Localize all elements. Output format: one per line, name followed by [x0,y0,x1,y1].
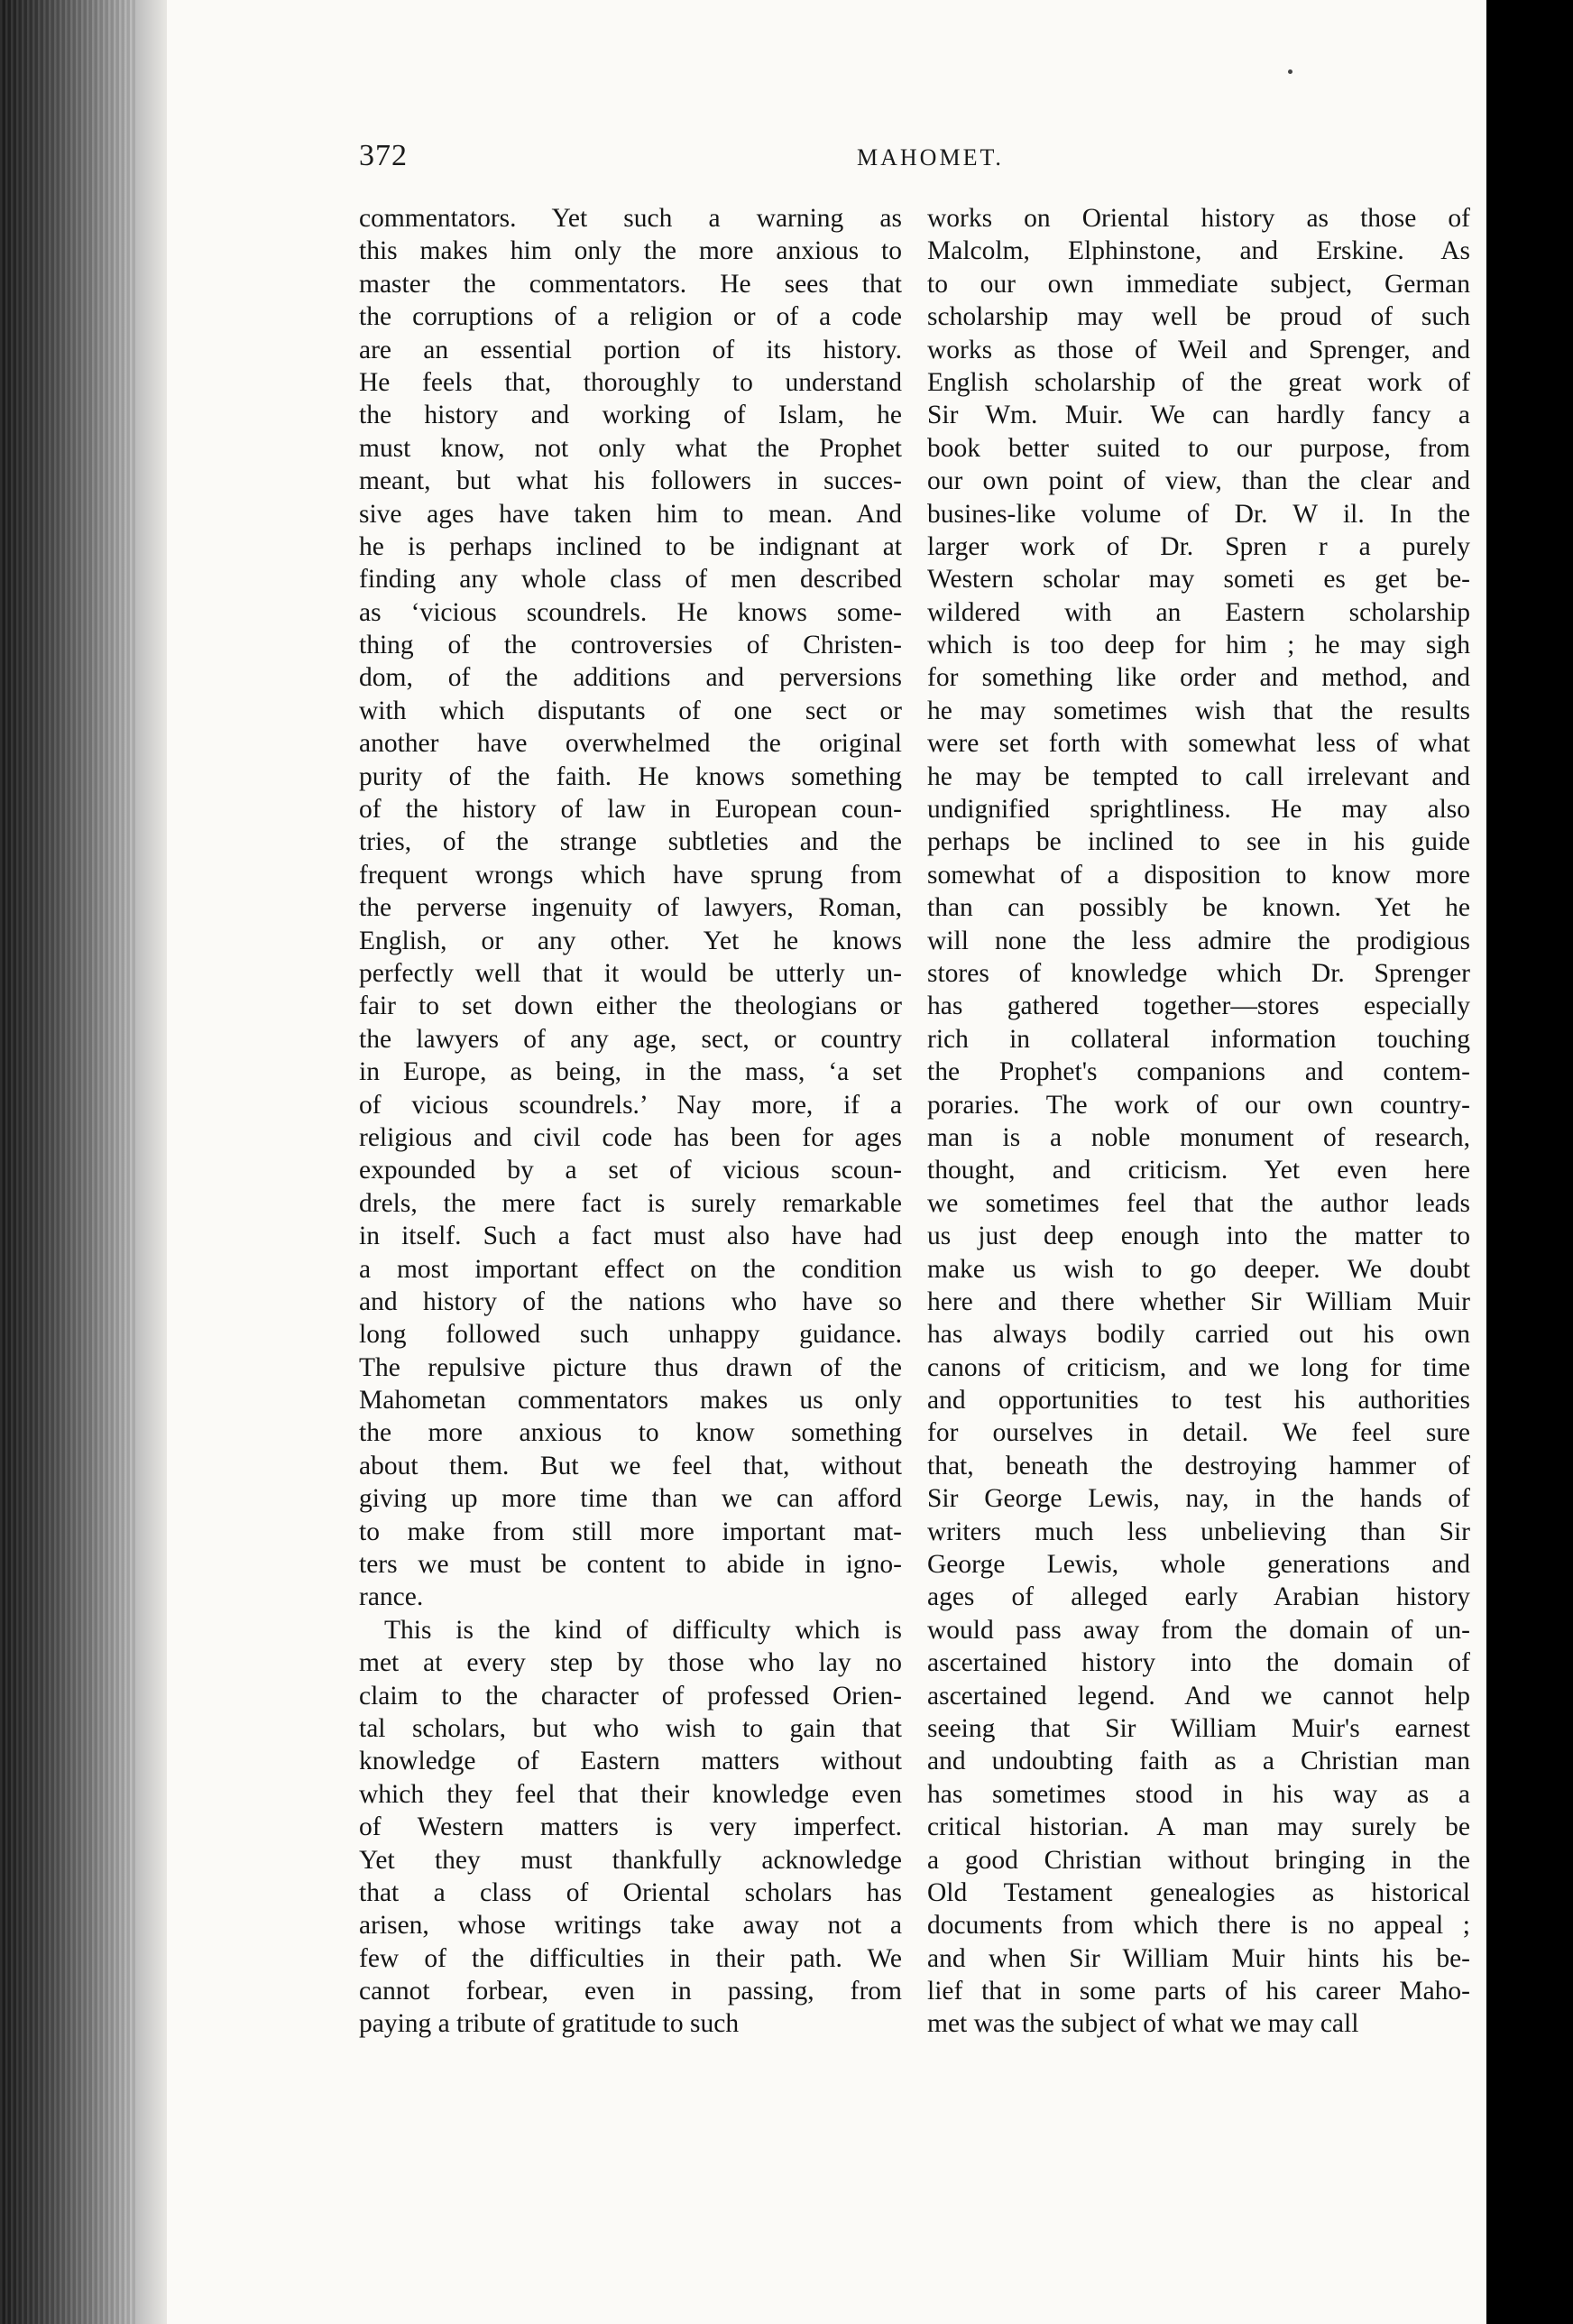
text-line: long followed such unhappy guidance. [359,1320,902,1350]
text-line: that, beneath the destroying hammer of [927,1451,1470,1480]
text-line: in itself. Such a fact must also have had [359,1222,902,1251]
text-line: and opportunities to test his authorities [927,1386,1470,1416]
text-line: frequent wrongs which have sprung from [359,860,902,890]
text-line: which they feel that their knowledge even [359,1779,902,1809]
text-line: has sometimes stood in his way as a [927,1779,1470,1809]
text-line: thing of the controversies of Christen- [359,631,902,660]
text-line: to make from still more important mat- [359,1517,902,1546]
text-line: canons of criticism, and we long for time [927,1352,1470,1382]
text-line: he may sometimes wish that the results [927,696,1470,725]
running-head: MAHOMET. [857,144,1004,171]
text-line: The repulsive picture thus drawn of the [359,1352,902,1382]
text-line: works on Oriental history as those of [927,204,1470,233]
text-line: ascertained history into the domain of [927,1648,1470,1678]
text-line: about them. But we feel that, without [359,1451,902,1480]
text-line: for ourselves in detail. We feel sure [927,1418,1470,1448]
text-line: giving up more time than we can afford [359,1484,902,1514]
text-line: will none the less admire the prodigious [927,926,1470,955]
text-column-right [927,202,1470,2041]
text-line: he may be tempted to call irrelevant and [927,761,1470,791]
text-line: drels, the mere fact is surely remarkable [359,1188,902,1218]
text-line: ters we must be content to abide in igno- [359,1550,902,1580]
text-line: ages of alleged early Arabian history [927,1582,1470,1612]
text-line: sive ages have taken him to mean. And [359,499,902,529]
text-line: and when Sir William Muir hints his be- [927,1943,1470,1973]
text-line: few of the difficulties in their path. We [359,1943,902,1973]
text-line: another have overwhelmed the original [359,729,902,759]
text-line: This is the kind of difficulty which is [384,1615,902,1645]
text-line: were set forth with somewhat less of what [927,729,1470,759]
text-line: rance. [359,1582,424,1612]
text-line: of vicious scoundrels.’ Nay more, if a [359,1090,902,1120]
text-line: dom, of the additions and perversions [359,663,902,693]
text-line: Yet they must thankfully acknowledge [359,1845,902,1875]
text-line: works as those of Weil and Sprenger, and [927,335,1470,364]
text-line: documents from which there is no appeal ; [927,1911,1470,1941]
text-line: of the history of law in European coun- [359,795,902,825]
text-line: than can possibly be known. Yet he [927,893,1470,923]
text-line: master the commentators. He sees that [359,269,902,299]
text-line: met was the subject of what we may call [927,2009,1359,2039]
text-line: poraries. The work of our own country- [927,1090,1470,1120]
text-line: has always bodily carried out his own [927,1320,1470,1350]
text-line: to our own immediate subject, German [927,269,1470,299]
text-line: commentators. Yet such a warning as [359,204,902,233]
text-line: of Western matters is very imperfect. [359,1812,902,1842]
text-line: met at every step by those who lay no [359,1648,902,1678]
ink-speck [1288,69,1292,74]
text-line: a good Christian without bringing in the [927,1845,1470,1875]
page-edges-texture [0,0,135,2324]
text-line: Sir Wm. Muir. We can hardly fancy a [927,401,1470,430]
text-line: religious and civil code has been for ages [359,1122,902,1152]
text-line: tries, of the strange subtleties and the [359,827,902,857]
text-line: English, or any other. Yet he knows [359,926,902,955]
text-line: the more anxious to know something [359,1418,902,1448]
text-line: purity of the faith. He knows something [359,761,902,791]
text-line: would pass away from the domain of un- [927,1615,1470,1645]
text-line: He feels that, thoroughly to understand [359,367,902,397]
text-line: critical historian. A man may surely be [927,1812,1470,1842]
text-line: busines-like volume of Dr. W il. In the [927,499,1470,529]
text-line: the perverse ingenuity of lawyers, Roman, [359,893,902,923]
text-line: arisen, whose writings take away not a [359,1911,902,1941]
text-line: us just deep enough into the matter to [927,1222,1470,1251]
text-line: this makes him only the more anxious to [359,236,902,266]
text-line: undignified sprightliness. He may also [927,795,1470,825]
text-line: larger work of Dr. Spren r a purely [927,531,1470,561]
page-number: 372 [359,139,408,172]
text-line: fair to set down either the theologians or [359,991,902,1021]
text-line: which is too deep for him ; he may sigh [927,631,1470,660]
text-line: for something like order and method, and [927,663,1470,693]
text-line: with which disputants of one sect or [359,696,902,725]
text-line: wildered with an Eastern scholarship [927,597,1470,627]
text-line: cannot forbear, even in passing, from [359,1977,902,2006]
text-line: the lawyers of any age, sect, or country [359,1024,902,1054]
text-line: in Europe, as being, in the mass, ‘a set [359,1057,902,1087]
text-line: perhaps be inclined to see in his guide [927,827,1470,857]
text-line: he is perhaps inclined to be indignant at [359,531,902,561]
text-line: we sometimes feel that the author leads [927,1188,1470,1218]
text-line: are an essential portion of its history. [359,335,902,364]
text-line: knowledge of Eastern matters without [359,1747,902,1776]
text-line: seeing that Sir William Muir's earnest [927,1713,1470,1743]
text-line: our own point of view, than the clear and [927,466,1470,496]
text-line: Mahometan commentators makes us only [359,1386,902,1416]
text-line: must know, not only what the Prophet [359,433,902,463]
text-line: thought, and criticism. Yet even here [927,1156,1470,1185]
text-line: a most important effect on the condition [359,1254,902,1284]
text-line: perfectly well that it would be utterly un- [359,958,902,988]
text-line: ascertained legend. And we cannot help [927,1681,1470,1711]
text-line: the history and working of Islam, he [359,401,902,430]
text-line: George Lewis, whole generations and [927,1550,1470,1580]
text-line: and undoubting faith as a Christian man [927,1747,1470,1776]
text-line: lief that in some parts of his career Maho- [927,1977,1470,2006]
book-gutter-shadow [0,0,167,2324]
text-line: writers much less unbelieving than Sir [927,1517,1470,1546]
text-line: has gathered together—stores especially [927,991,1470,1021]
text-line: paying a tribute of gratitude to such [359,2009,740,2039]
text-line: tal scholars, but who wish to gain that [359,1713,902,1743]
text-line: Malcolm, Elphinstone, and Erskine. As [927,236,1470,266]
text-line: as ‘vicious scoundrels. He knows some- [359,597,902,627]
text-line: rich in collateral information touching [927,1024,1470,1054]
text-column-left [359,202,902,2041]
text-line: book better suited to our purpose, from [927,433,1470,463]
text-line: here and there whether Sir William Muir [927,1286,1470,1316]
text-line: that a class of Oriental scholars has [359,1877,902,1907]
text-line: the Prophet's companions and contem- [927,1057,1470,1087]
text-line: somewhat of a disposition to know more [927,860,1470,890]
text-line: Western scholar may someti es get be- [927,565,1470,595]
text-line: Old Testament genealogies as historical [927,1877,1470,1907]
text-line: English scholarship of the great work of [927,367,1470,397]
text-line: stores of knowledge which Dr. Sprenger [927,958,1470,988]
text-line: expounded by a set of vicious scoun- [359,1156,902,1185]
text-line: claim to the character of professed Orien- [359,1681,902,1711]
text-line: finding any whole class of men described [359,565,902,595]
text-line: Sir George Lewis, nay, in the hands of [927,1484,1470,1514]
text-line: meant, but what his followers in succes- [359,466,902,496]
text-line: make us wish to go deeper. We doubt [927,1254,1470,1284]
text-line: scholarship may well be proud of such [927,302,1470,332]
text-line: and history of the nations who have so [359,1286,902,1316]
text-line: the corruptions of a religion or of a code [359,302,902,332]
text-line: man is a noble monument of research, [927,1122,1470,1152]
